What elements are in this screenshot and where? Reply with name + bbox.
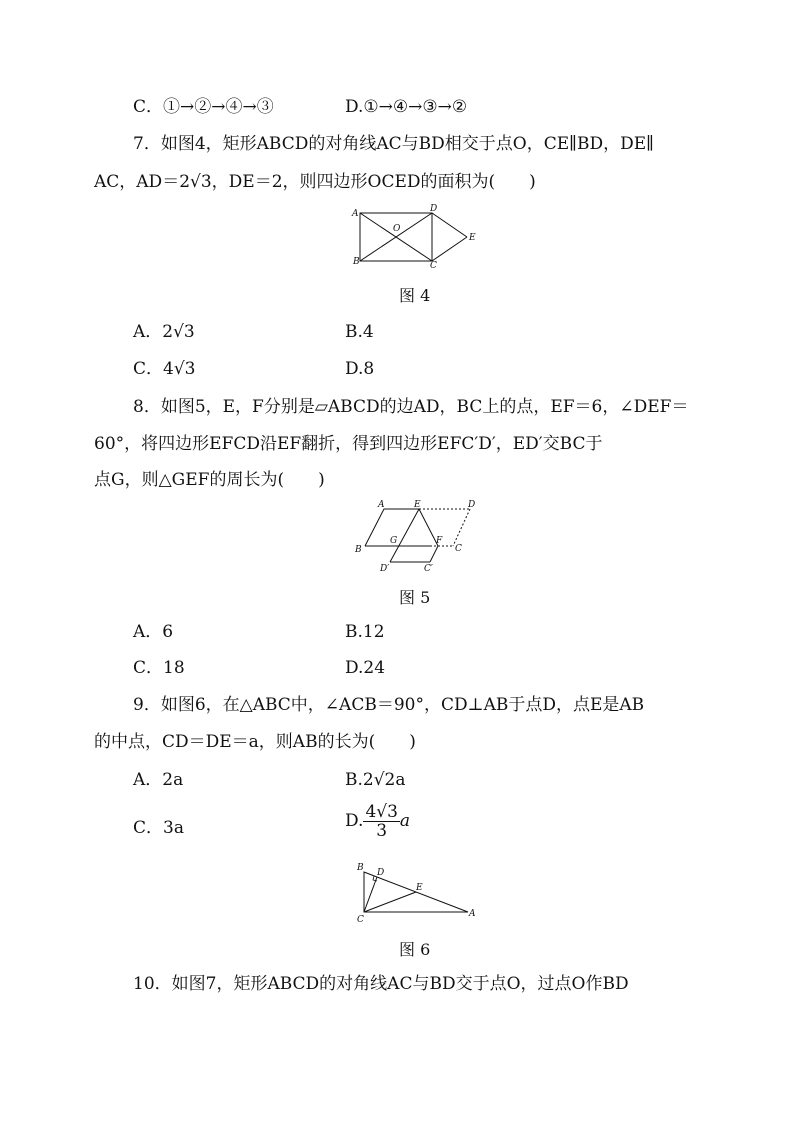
q9-option-c: C．3a: [133, 818, 184, 838]
fig5-label-e: E: [414, 500, 421, 510]
q9-option-d-numerator: 4√3: [365, 802, 398, 822]
figure-6: [350, 858, 480, 928]
figure-6-caption: 图 6: [399, 940, 431, 959]
q9-text-line2: 的中点，CD＝DE＝a，则AB的长为( ): [94, 732, 416, 752]
q7-option-b: B.4: [345, 322, 374, 342]
q7-option-a: A．2√3: [133, 322, 195, 342]
q9-text-line1: 9．如图6，在△ABC中，∠ACB＝90°，CD⊥AB于点D，点E是AB: [133, 695, 645, 715]
fig5-label-g: G: [390, 536, 398, 546]
q9-option-d-fraction: [363, 803, 399, 840]
fig5-label-d-prime: D′: [380, 564, 390, 574]
fig6-label-a: A: [469, 909, 476, 919]
fig4-label-c: C: [430, 261, 437, 271]
q8-text-line1: 8．如图5，E，F分别是▱ABCD的边AD，BC上的点，EF＝6，∠DEF＝: [133, 397, 689, 417]
q8-text-line2: 60°，将四边形EFCD沿EF翻折，得到四边形EFC′D′，ED′交BC于: [94, 434, 603, 454]
fig5-label-a: A: [378, 500, 385, 510]
q9-option-d: [345, 803, 410, 840]
figure-5: [350, 498, 490, 574]
q8-option-b: B.12: [345, 622, 385, 642]
q8-option-c: C．18: [133, 658, 185, 678]
fig6-label-b: B: [357, 863, 364, 873]
fig5-label-c: C: [455, 544, 462, 554]
fig4-label-e: E: [469, 233, 476, 243]
fig4-label-b: B: [353, 257, 360, 267]
fig5-label-f: F: [436, 536, 443, 546]
q9-option-a: A．2a: [133, 770, 184, 790]
figure-5-caption: 图 5: [399, 588, 431, 607]
q6-option-d: D.①→④→③→②: [345, 97, 468, 117]
q6-option-c: C．①→②→④→③: [133, 97, 274, 117]
q7-option-d: D.8: [345, 359, 375, 379]
fig5-label-b: B: [355, 545, 362, 555]
fig5-label-c-prime: C′: [424, 564, 433, 574]
figure-4-caption: 图 4: [399, 286, 431, 305]
q9-option-b: B.2√2a: [345, 770, 406, 790]
q7-text-line2: AC，AD＝2√3，DE＝2，则四边形OCED的面积为( ): [94, 172, 536, 192]
fig4-label-o: O: [393, 224, 401, 234]
fig4-label-d: D: [430, 204, 438, 214]
q8-option-d: D.24: [345, 658, 386, 678]
q8-text-line3: 点G，则△GEF的周长为( ): [94, 470, 325, 490]
figure-4: [345, 200, 485, 272]
q9-option-d-prefix: D.: [345, 811, 364, 831]
fig6-label-e: E: [416, 883, 423, 893]
q10-text-line1: 10．如图7，矩形ABCD的对角线AC与BD交于点O，过点O作BD: [133, 974, 629, 994]
fig6-label-c: C: [357, 915, 364, 925]
fig4-label-a: A: [352, 209, 359, 219]
q9-option-d-denominator: 3: [376, 821, 388, 841]
q7-option-c: C．4√3: [133, 359, 196, 379]
q7-text-line1: 7．如图4，矩形ABCD的对角线AC与BD相交于点O，CE∥BD，DE∥: [133, 134, 654, 154]
fig6-label-d: D: [377, 868, 385, 878]
fig5-label-d: D: [468, 500, 476, 510]
q8-option-a: A．6: [133, 622, 174, 642]
q9-option-d-suffix: a: [399, 811, 411, 831]
